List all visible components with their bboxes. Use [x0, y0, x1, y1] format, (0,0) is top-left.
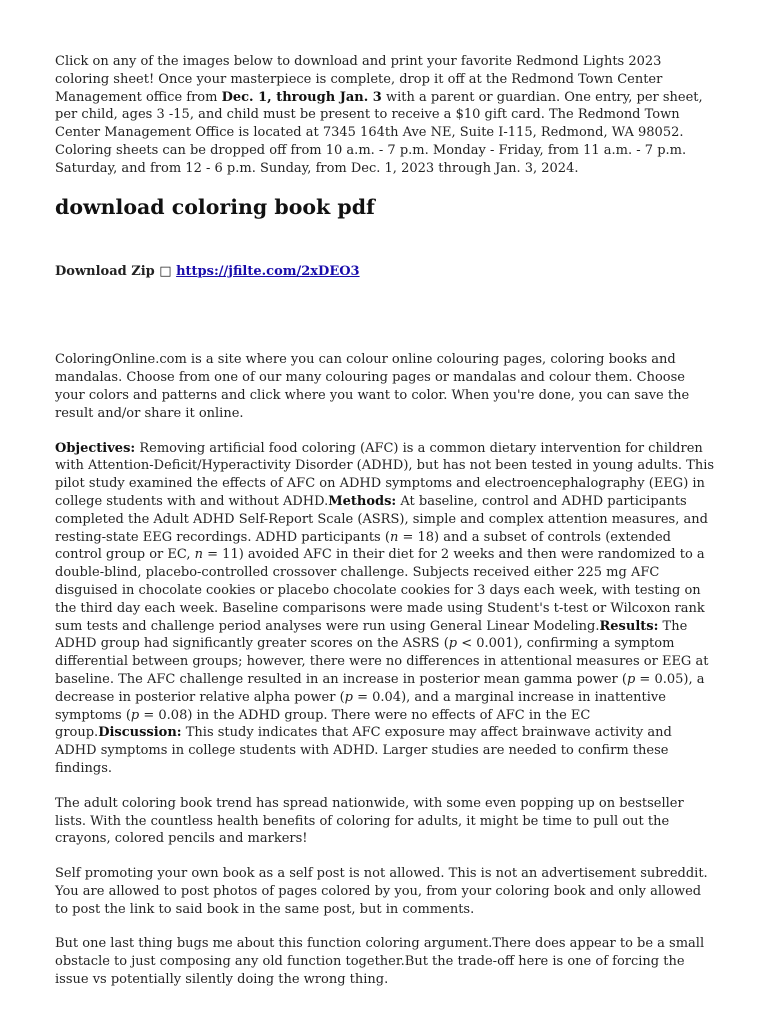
- methods-text: At baseline, control and ADHD participants completed the Adult ADHD Self-Report Scale (ASRS), simple and complex attention measures, and resting-state EEG recordings. ADHD participants (: [55, 493, 708, 545]
- var-n: n: [194, 547, 204, 563]
- document-body: [55, 53, 717, 1006]
- page-heading: download coloring book pdf: [55, 194, 375, 219]
- objectives-text: Removing artificial food coloring (AFC) is a common dietary intervention for children with Attention-Deficit/Hyperactivity Disorder (ADHD), but has not been tested in young adults. This pilot study examined the effects of AFC on ADHD symptoms and electroencephalography (EEG) in college students with and without ADHD.: [55, 440, 715, 509]
- results-text: The ADHD group had significantly greater scores on the ASRS (: [55, 618, 688, 652]
- abstract-paragraph: [55, 440, 717, 778]
- methods-label: Methods:: [328, 493, 397, 509]
- function-coloring-paragraph: But one last thing bugs me about this function coloring argument.There does appear to be a small obstacle to just composing any old function together.But the trade-off here is one of forcing the issue vs potentially silently doing the wrong thing.: [55, 936, 705, 988]
- results-text: < 0.001), confirming a symptom differential between groups; however, there were no differences in attentional measures or EEG at baseline. The AFC challenge resulted in an increase in posterior mean gamma power (: [55, 636, 709, 687]
- methods-text: = 18) and a subset of controls (extended control group or EC,: [55, 529, 671, 563]
- intro-text-cont: with a parent or guardian. One entry, per sheet, per child, ages 3 -15, and child must be present to receive a $10 gift card. The Redmond Town Center Management Office is located at 7345 164th Ave NE, Suite I-115, Redmond, WA 98052. Coloring sheets can be dropped off from 10 a.m. - 7 p.m. Monday - Friday, from 11 a.m. - 7 p.m. Saturday, and from 12 - 6 p.m. Sunday, from Dec. 1, 2023 through Jan. 3, 2024.: [55, 89, 703, 176]
- var-p: p: [448, 636, 458, 652]
- intro-paragraph: [55, 53, 717, 178]
- results-label: Results:: [599, 618, 659, 634]
- objectives-label: Objectives:: [55, 440, 136, 456]
- results-text: = 0.05), a decrease in posterior relative alpha power (: [55, 671, 705, 705]
- discussion-label: Discussion:: [98, 725, 182, 741]
- var-n: n: [389, 529, 399, 545]
- results-text: = 0.04), and a marginal increase in inattentive symptoms (: [55, 689, 666, 723]
- discussion-text: This study indicates that AFC exposure may affect brainwave activity and ADHD symptoms in college students with ADHD. Larger studies are needed to confirm these findings.: [55, 725, 672, 776]
- intro-text: Click on any of the images below to download and print your favorite Redmond Lights 2023 coloring sheet! Once your masterpiece is complete, drop it off at the Redmond Town Center Management office from: [55, 54, 663, 105]
- adult-coloring-paragraph: The adult coloring book trend has spread nationwide, with some even popping up on bestseller lists. With the countless health benefits of coloring for adults, it might be time to pull out the crayons, colored pencils and markers!: [55, 795, 684, 847]
- download-link[interactable]: https://jfilte.com/2xDEO3: [176, 263, 360, 279]
- results-text: = 0.08) in the ADHD group. There were no effects of AFC in the EC group.: [55, 707, 591, 741]
- coloringonline-paragraph: ColoringOnline.com is a site where you can colour online colouring pages, coloring books and mandalas. Choose from one of our many colouring pages or mandalas and colour them. Choose your colors and patterns and click where you want to color. When you're done, you can save the result and/or share it online.: [55, 352, 690, 421]
- intro-date-range: Dec. 1, through Jan. 3: [221, 89, 382, 105]
- methods-text: = 11) avoided AFC in their diet for 2 weeks and then were randomized to a double-blind, placebo-controlled crossover challenge. Subjects received either 225 mg AFC disguised in chocolate cookies or placebo chocolate cookies for 3 days each week, with testing on the third day each week. Baseline comparisons were made using Student's t-test or Wilcoxon rank sum tests and challenge period analyses were run using General Linear Modeling.: [55, 547, 705, 634]
- download-label: Download Zip □: [55, 263, 177, 279]
- download-line: [55, 263, 717, 281]
- var-p: p: [344, 689, 353, 705]
- self-promotion-paragraph: Self promoting your own book as a self post is not allowed. This is not an advertisement subreddit. You are allowed to post photos of pages colored by you, from your coloring book and only allowed to post the link to said book in the same post, but in comments.: [55, 866, 708, 917]
- var-p: p: [626, 671, 636, 687]
- var-p: p: [130, 707, 140, 723]
